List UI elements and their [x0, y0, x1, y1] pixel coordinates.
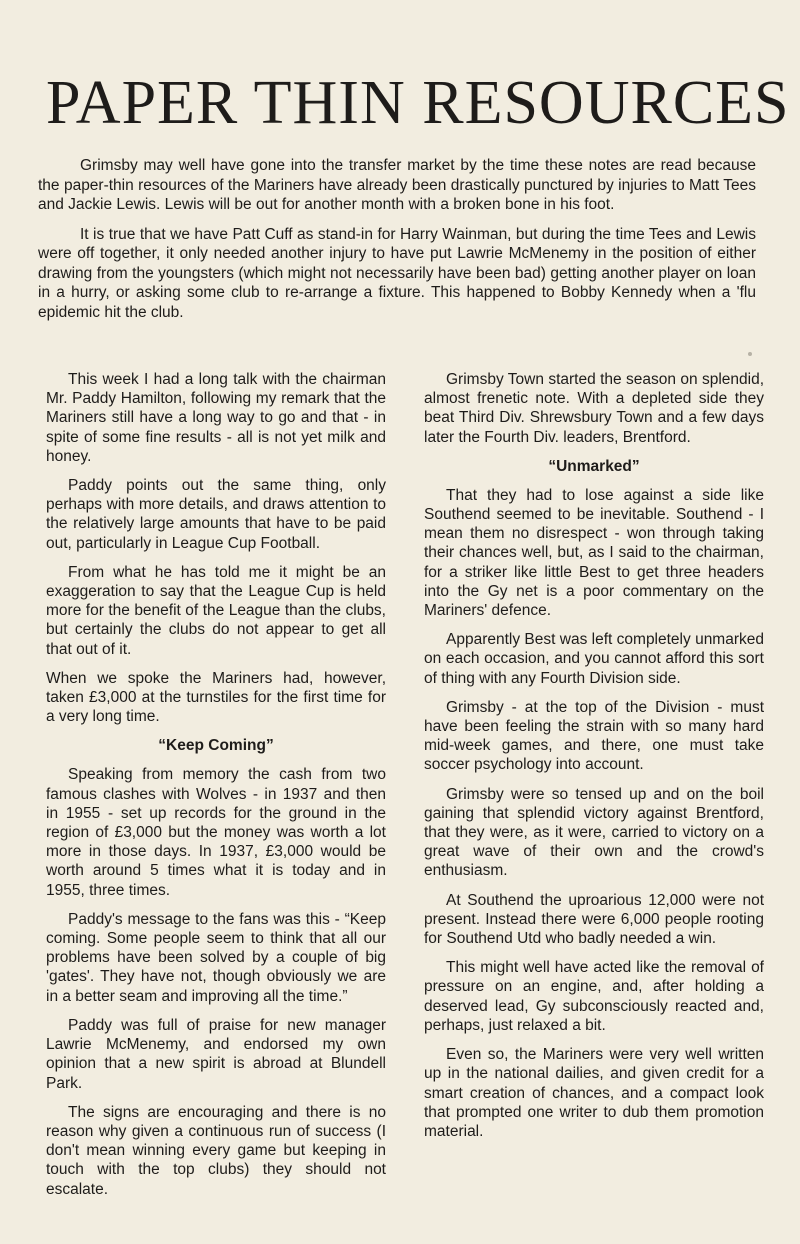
article-title: PAPER THIN RESOURCES [46, 69, 790, 137]
body-paragraph: Apparently Best was left completely unmarked on each occasion, and you cannot afford this sort of thing with any Fourth Division side. [424, 631, 764, 687]
body-paragraph: When we spoke the Mariners had, however, taken £3,000 at the turnstiles for the first time for a very long time. [46, 669, 386, 726]
body-paragraph: From what he has told me it might be an exaggeration to say that the League Cup is held more for the benefit of the League than the clubs, but certainly the clubs do not appear to get all that out of it. [46, 563, 386, 658]
left-column [46, 370, 386, 1209]
body-paragraph: That they had to lose against a side like Southend seemed to be inevitable. Southend - I mean them no disrespect - won through taking their chances well, but, as I said to the chairman, for a striker like little Best to get three headers into the Gy net is a poor commentary on the Mariners' defence. [424, 486, 764, 620]
body-paragraph: Paddy points out the same thing, only perhaps with more details, and draws attention to the relatively large amounts that have to be paid out, particularly in League Cup Football. [46, 477, 386, 552]
intro-paragraph: Grimsby may well have gone into the transfer market by the time these notes are read because the paper-thin resources of the Mariners have already been drastically punctured by injuries to Matt Tees and Jackie Lewis. Lewis will be out for another month with a broken bone in his foot. [38, 157, 756, 213]
body-paragraph: Paddy's message to the fans was this - “Keep coming. Some people seem to think that all our problems have been solved by a couple of big 'gates'. They have not, though obviously we are in a better seam and improving all the time.” [46, 910, 386, 1005]
body-paragraph: Paddy was full of praise for new manager Lawrie McMenemy, and endorsed my own opinion that a new spirit is abroad at Blundell Park. [46, 1016, 386, 1092]
body-paragraph: Speaking from memory the cash from two famous clashes with Wolves - in 1937 and then in 1955 - set up records for the ground in the region of £3,000 but the money was worth a lot more in those days. In 1937, £3,000 would be worth around 5 times what it is today and in 1955, three times. [46, 766, 386, 899]
body-paragraph: Even so, the Mariners were very well written up in the national dailies, and given credit for a smart creation of chances, and a compact look that prompted one writer to dub them promotion material. [424, 1046, 764, 1140]
body-paragraph: At Southend the uproarious 12,000 were not present. Instead there were 6,000 people rooting for Southend Utd who badly needed a win. [424, 891, 764, 948]
print-speck [748, 352, 752, 356]
intro-paragraph: It is true that we have Patt Cuff as stand-in for Harry Wainman, but during the time Tees and Lewis were off together, it only needed another injury to have put Lawrie McMenemy in the position of either drawing from the youngsters (which might not necessarily have been bad) getting another player on loan in a hurry, or asking some club to re-arrange a fixture. This happened to Bobby Kennedy when a 'flu epidemic hit the club. [38, 225, 756, 321]
body-paragraph: Grimsby were so tensed up and on the boil gaining that splendid victory against Brentford, that they were, as it were, carried to victory on a great wave of their own and the crowd's enthusiasm. [424, 785, 764, 880]
body-paragraph: Grimsby - at the top of the Division - must have been feeling the strain with so many hard mid-week games, and there, one must take soccer psychology into account. [424, 698, 764, 774]
body-paragraph: The signs are encouraging and there is no reason why given a continuous run of success (I don't mean winning every game but keeping in touch with the top clubs) they should not escalate. [46, 1103, 386, 1198]
body-paragraph: Grimsby Town started the season on splendid, almost frenetic note. With a depleted side they beat Third Div. Shrewsbury Town and a few days later the Fourth Div. leaders, Brentford. [424, 371, 764, 446]
subheading-unmarked: “Unmarked” [548, 457, 640, 475]
right-column [424, 370, 764, 1151]
body-paragraph: This week I had a long talk with the chairman Mr. Paddy Hamilton, following my remark that the Mariners still have a long way to go and that - in spite of some fine results - all is not yet milk and honey. [46, 371, 386, 465]
subheading-keep-coming: “Keep Coming” [158, 737, 274, 755]
body-paragraph: This might well have acted like the removal of pressure on an engine, and, after holding a deserved lead, Gy subconsciously reacted and, perhaps, just relaxed a bit. [424, 959, 764, 1034]
intro-section [38, 156, 756, 332]
